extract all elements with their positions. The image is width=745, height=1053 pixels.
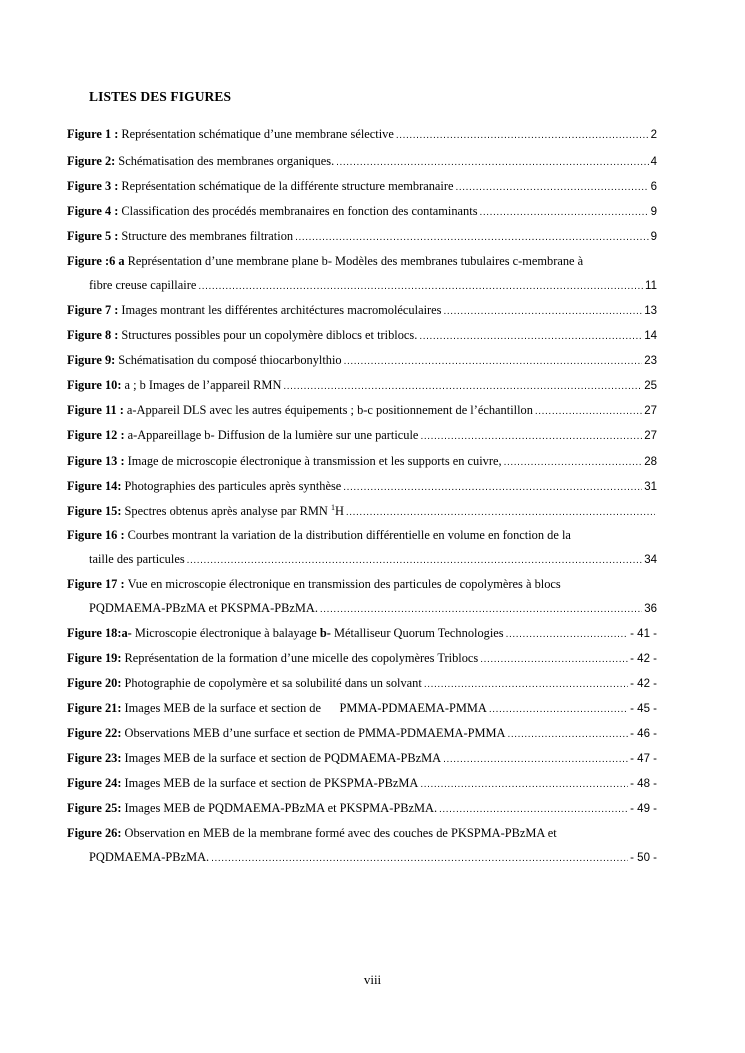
figure-label: Figure 13 : <box>67 454 125 468</box>
figure-label: Figure 19: <box>67 651 122 665</box>
superscript: 1 <box>330 502 335 512</box>
toc-entry[interactable] <box>67 427 657 443</box>
dot-leader <box>535 404 642 420</box>
toc-entry[interactable] <box>67 253 657 269</box>
page-number: 2 <box>650 129 657 141</box>
caption-part: H <box>334 504 344 518</box>
figure-label: Figure 20: <box>67 676 122 690</box>
dot-leader <box>489 702 628 718</box>
page-footer-number: viii <box>363 972 382 987</box>
dot-leader <box>456 180 649 196</box>
page-number: - 45 - <box>630 703 657 715</box>
figure-caption: Observation en MEB de la membrane formé avec des couches de PKSPMA-PBzMA et <box>124 826 557 840</box>
figure-caption: a-Appareil DLS avec les autres équipements ; b-c positionnement de l’échantillon <box>126 403 533 417</box>
toc-entry[interactable] <box>67 203 657 219</box>
toc-entry[interactable] <box>67 402 657 418</box>
figure-label: Figure 26: <box>67 826 122 840</box>
page-number: - 46 - <box>630 728 657 740</box>
page-number: 6 <box>650 181 657 193</box>
dot-leader <box>504 455 643 471</box>
toc-entry[interactable] <box>67 327 657 343</box>
figure-label: Figure :6 a <box>67 254 125 268</box>
toc-entry[interactable] <box>67 825 657 841</box>
page-number: 4 <box>650 156 657 168</box>
page-number: 27 <box>644 430 657 442</box>
figure-caption: Image de microscopie électronique à transmission et les supports en cuivre, <box>127 454 502 468</box>
dot-leader <box>443 752 628 768</box>
toc-entry[interactable] <box>67 725 657 741</box>
figure-label: Figure 11 : <box>67 403 124 417</box>
figure-label: Figure 16 : <box>67 528 125 542</box>
figure-label: Figure 22: <box>67 726 122 740</box>
dot-leader <box>424 677 628 693</box>
figure-caption: Photographie de copolymère et sa solubilité dans un solvant <box>124 676 422 690</box>
figure-caption: Structure des membranes filtration <box>121 229 294 243</box>
figure-caption: Courbes montrant la variation de la distribution différentielle en volume en fonction de la <box>127 528 571 542</box>
toc-entry[interactable] <box>67 527 657 543</box>
page-number: 14 <box>644 330 657 342</box>
page-number: 13 <box>644 305 657 317</box>
dot-leader <box>507 727 628 743</box>
toc-entry-continuation[interactable] <box>89 551 657 567</box>
dot-leader <box>419 329 642 345</box>
page-number: 28 <box>644 456 657 468</box>
figure-caption: PQDMAEMA-PBzMA. <box>89 850 210 864</box>
dot-leader <box>283 379 642 395</box>
dot-leader <box>336 155 648 171</box>
dot-leader <box>480 652 628 668</box>
toc-entry[interactable] <box>67 503 657 519</box>
figure-caption: Schématisation du composé thiocarbonylthio <box>118 353 342 367</box>
toc-entry[interactable] <box>67 625 657 641</box>
figure-label: Figure 1 : <box>67 127 119 141</box>
figure-caption: Représentation d’une membrane plane b- Modèles des membranes tubulaires c-membrane à <box>127 254 584 268</box>
figure-label: Figure 24: <box>67 776 122 790</box>
figure-label: Figure 17 : <box>67 577 125 591</box>
toc-entry-continuation[interactable] <box>89 277 657 293</box>
dot-leader <box>420 777 628 793</box>
toc-entry[interactable] <box>67 377 657 393</box>
dot-leader <box>420 429 642 445</box>
page-number: - 42 - <box>630 653 657 665</box>
toc-entry[interactable] <box>67 228 657 244</box>
caption-bold-part: b- <box>319 626 331 640</box>
figure-label: Figure 18:a- <box>67 626 132 640</box>
toc-entry[interactable] <box>67 800 657 816</box>
page-number: - 48 - <box>630 778 657 790</box>
figure-label: Figure 4 : <box>67 204 119 218</box>
dot-leader <box>506 627 629 643</box>
dot-leader <box>443 304 642 320</box>
dot-leader <box>480 205 649 221</box>
caption-part: Microscopie électronique à balayage <box>134 626 320 640</box>
dot-leader <box>198 279 643 295</box>
dot-leader <box>439 802 628 818</box>
toc-entry[interactable] <box>67 478 657 494</box>
dot-leader <box>344 354 643 370</box>
figure-caption: Images MEB de la surface et section de PKSPMA-PBzMA <box>124 776 419 790</box>
figure-caption: Vue en microscopie électronique en transmission des particules de copolymères à blocs <box>127 577 561 591</box>
figure-label: Figure 10: <box>67 378 122 392</box>
page-number: - 42 - <box>630 678 657 690</box>
toc-entry[interactable] <box>67 453 657 469</box>
page-number: 31 <box>644 481 657 493</box>
figure-caption: Images MEB de PQDMAEMA-PBzMA et PKSPMA-PBzMA. <box>124 801 438 815</box>
figure-caption: Structures possibles pour un copolymère diblocs et triblocs. <box>121 328 418 342</box>
figure-caption: Schématisation des membranes organiques. <box>118 154 335 168</box>
toc-entry[interactable] <box>67 126 657 142</box>
figure-caption: Observations MEB d’une surface et section de PMMA-PDMAEMA-PMMA <box>124 726 506 740</box>
dot-leader <box>346 505 655 521</box>
dot-leader <box>187 553 643 569</box>
figure-label: Figure 15: <box>67 504 122 518</box>
page-number: 34 <box>644 554 657 566</box>
toc-entry[interactable] <box>67 302 657 318</box>
page-number: - 41 - <box>630 628 657 640</box>
page-number: 36 <box>644 603 657 615</box>
page-number: - 50 - <box>630 852 657 864</box>
page-number: 25 <box>644 380 657 392</box>
toc-entry[interactable] <box>67 352 657 368</box>
dot-leader <box>295 230 649 246</box>
figure-label: Figure 14: <box>67 479 122 493</box>
toc-entry[interactable] <box>67 775 657 791</box>
dot-leader <box>343 480 642 496</box>
page-number: 23 <box>644 355 657 367</box>
toc-entry-continuation[interactable] <box>89 849 657 865</box>
page-number: - 47 - <box>630 753 657 765</box>
page-number: 9 <box>650 206 657 218</box>
toc-entry[interactable] <box>67 750 657 766</box>
figure-label: Figure 8 : <box>67 328 119 342</box>
toc-entry[interactable] <box>67 178 657 194</box>
toc-entry-continuation[interactable] <box>89 600 657 616</box>
page-number: 27 <box>644 405 657 417</box>
toc-entry[interactable] <box>67 650 657 666</box>
toc-entry[interactable] <box>67 700 657 716</box>
figure-caption: taille des particules <box>89 552 185 566</box>
dot-leader <box>320 602 642 618</box>
figure-caption: Représentation schématique d’une membrane sélective <box>121 127 394 141</box>
dot-leader <box>396 128 649 144</box>
figure-caption: Classification des procédés membranaires en fonction des contaminants <box>121 204 478 218</box>
figure-caption <box>125 503 344 519</box>
dot-leader <box>211 851 628 867</box>
figure-caption: PQDMAEMA-PBzMA et PKSPMA-PBzMA. <box>89 601 318 615</box>
caption-part: Métalliseur Quorum Technologies <box>330 626 504 640</box>
figure-caption: Images MEB de la surface et section de PQDMAEMA-PBzMA <box>124 751 442 765</box>
page-number: - 49 - <box>630 803 657 815</box>
figure-label: Figure 2: <box>67 154 116 168</box>
figure-label: Figure 5 : <box>67 229 119 243</box>
toc-entry[interactable] <box>67 153 657 169</box>
figure-caption: Images MEB de la surface et section de PMMA-PDMAEMA-PMMA <box>124 701 487 715</box>
figure-label: Figure 3 : <box>67 179 119 193</box>
figure-caption: fibre creuse capillaire <box>89 278 197 292</box>
figure-caption: Images montrant les différentes architéctures macromoléculaires <box>121 303 442 317</box>
figure-label: Figure 12 : <box>67 428 125 442</box>
figure-caption: a ; b Images de l’appareil RMN <box>124 378 282 392</box>
page-number: 11 <box>645 280 657 292</box>
page-number: 9 <box>650 231 657 243</box>
figure-label: Figure 9: <box>67 353 116 367</box>
page-title: LISTES DES FIGURES <box>89 89 232 104</box>
figure-caption: Représentation schématique de la différente structure membranaire <box>121 179 454 193</box>
toc-entry[interactable] <box>67 675 657 691</box>
figure-label: Figure 21: <box>67 701 122 715</box>
caption-part: Spectres obtenus après analyse par RMN <box>124 504 331 518</box>
figure-label: Figure 25: <box>67 801 122 815</box>
figure-label: Figure 7 : <box>67 303 119 317</box>
figure-caption: Représentation de la formation d’une micelle des copolymères Triblocs <box>124 651 479 665</box>
figure-caption: Photographies des particules après synthèse <box>124 479 342 493</box>
toc-entry[interactable] <box>67 576 657 592</box>
figure-caption <box>135 625 504 641</box>
figure-caption: a-Appareillage b- Diffusion de la lumière sur une particule <box>127 428 419 442</box>
figure-label: Figure 23: <box>67 751 122 765</box>
